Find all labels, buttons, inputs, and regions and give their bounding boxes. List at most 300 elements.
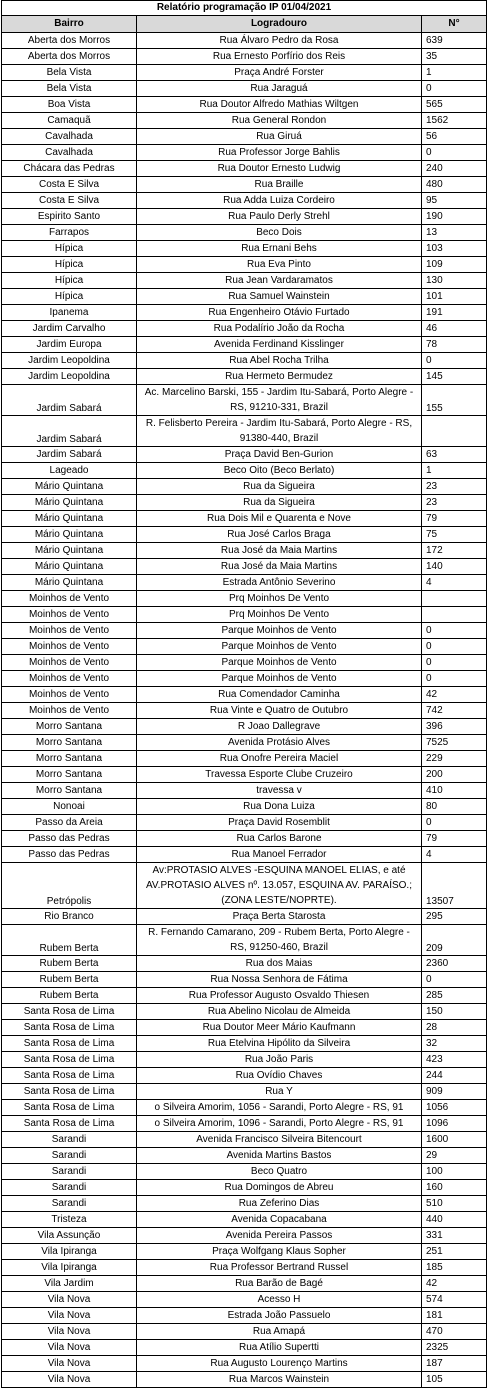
cell-logradouro: Beco Dois bbox=[137, 225, 422, 241]
table-row bbox=[2, 783, 487, 799]
cell-numero: 181 bbox=[422, 1308, 487, 1324]
table-row bbox=[2, 1356, 487, 1372]
cell-logradouro: Rua Augusto Lourenço Martins bbox=[137, 1356, 422, 1372]
cell-numero: 0 bbox=[422, 972, 487, 988]
cell-bairro: Moinhos de Vento bbox=[2, 639, 137, 655]
cell-bairro: Rubem Berta bbox=[2, 925, 137, 956]
cell-logradouro: Rua Paulo Derly Strehl bbox=[137, 209, 422, 225]
cell-logradouro: Avenida Pereira Passos bbox=[137, 1228, 422, 1244]
cell-numero: 150 bbox=[422, 1004, 487, 1020]
table-row bbox=[2, 527, 487, 543]
cell-logradouro: Rua João Paris bbox=[137, 1052, 422, 1068]
cell-bairro: Moinhos de Vento bbox=[2, 703, 137, 719]
cell-numero: 510 bbox=[422, 1196, 487, 1212]
cell-logradouro: Avenida Protásio Alves bbox=[137, 735, 422, 751]
table-row bbox=[2, 559, 487, 575]
report-title-row bbox=[2, 1, 487, 16]
cell-numero: 23 bbox=[422, 495, 487, 511]
cell-bairro: Santa Rosa de Lima bbox=[2, 1084, 137, 1100]
cell-numero: 229 bbox=[422, 751, 487, 767]
report-title: Relatório programação IP 01/04/2021 bbox=[2, 1, 487, 16]
table-row bbox=[2, 177, 487, 193]
cell-numero: 79 bbox=[422, 831, 487, 847]
cell-logradouro: Rua da Sigueira bbox=[137, 479, 422, 495]
table-row bbox=[2, 257, 487, 273]
cell-numero: 109 bbox=[422, 257, 487, 273]
cell-numero: 155 bbox=[422, 385, 487, 416]
table-row bbox=[2, 209, 487, 225]
cell-logradouro: Travessa Esporte Clube Cruzeiro bbox=[137, 767, 422, 783]
table-row bbox=[2, 385, 487, 416]
table-row bbox=[2, 543, 487, 559]
cell-numero: 145 bbox=[422, 369, 487, 385]
cell-bairro: Jardim Europa bbox=[2, 337, 137, 353]
cell-numero: 1600 bbox=[422, 1132, 487, 1148]
cell-logradouro: Rua Podalírio João da Rocha bbox=[137, 321, 422, 337]
table-row bbox=[2, 1196, 487, 1212]
cell-logradouro: Rua José Carlos Braga bbox=[137, 527, 422, 543]
cell-numero: 42 bbox=[422, 687, 487, 703]
header-row bbox=[2, 16, 487, 33]
cell-numero: 75 bbox=[422, 527, 487, 543]
table-row bbox=[2, 909, 487, 925]
table-row bbox=[2, 719, 487, 735]
cell-numero: 185 bbox=[422, 1260, 487, 1276]
table-row bbox=[2, 1164, 487, 1180]
cell-numero: 0 bbox=[422, 655, 487, 671]
cell-bairro: Cavalhada bbox=[2, 129, 137, 145]
cell-bairro: Rubem Berta bbox=[2, 956, 137, 972]
cell-bairro: Jardim Leopoldina bbox=[2, 369, 137, 385]
cell-numero: 0 bbox=[422, 639, 487, 655]
table-row bbox=[2, 575, 487, 591]
cell-bairro: Morro Santana bbox=[2, 719, 137, 735]
table-row bbox=[2, 145, 487, 161]
cell-logradouro: Rua Manoel Ferrador bbox=[137, 847, 422, 863]
cell-logradouro: Acesso H bbox=[137, 1292, 422, 1308]
cell-logradouro: Praça David Rosemblit bbox=[137, 815, 422, 831]
cell-numero: 909 bbox=[422, 1084, 487, 1100]
cell-bairro: Sarandi bbox=[2, 1164, 137, 1180]
cell-logradouro: Avenida Ferdinand Kisslinger bbox=[137, 337, 422, 353]
cell-numero: 46 bbox=[422, 321, 487, 337]
cell-logradouro: Parque Moinhos de Vento bbox=[137, 639, 422, 655]
table-row bbox=[2, 1004, 487, 1020]
table-row bbox=[2, 1180, 487, 1196]
cell-logradouro: Rua Etelvina Hipólito da Silveira bbox=[137, 1036, 422, 1052]
cell-numero: 1056 bbox=[422, 1100, 487, 1116]
cell-logradouro: Rua Comendador Caminha bbox=[137, 687, 422, 703]
cell-logradouro: Rua Jaraguá bbox=[137, 81, 422, 97]
cell-logradouro: Rua Ernesto Porfírio dos Reis bbox=[137, 49, 422, 65]
cell-numero: 0 bbox=[422, 671, 487, 687]
table-row bbox=[2, 321, 487, 337]
cell-bairro: Jardim Leopoldina bbox=[2, 353, 137, 369]
cell-logradouro: Rua Onofre Pereira Maciel bbox=[137, 751, 422, 767]
cell-logradouro: Rua da Sigueira bbox=[137, 495, 422, 511]
table-row bbox=[2, 1244, 487, 1260]
table-row bbox=[2, 241, 487, 257]
cell-logradouro: o Silveira Amorim, 1096 - Sarandi, Porto Alegre - RS, 91 bbox=[137, 1116, 422, 1132]
table-row bbox=[2, 193, 487, 209]
cell-bairro: Vila Assunção bbox=[2, 1228, 137, 1244]
table-row bbox=[2, 956, 487, 972]
cell-bairro: Morro Santana bbox=[2, 783, 137, 799]
table-row bbox=[2, 1068, 487, 1084]
table-row bbox=[2, 988, 487, 1004]
cell-numero: 251 bbox=[422, 1244, 487, 1260]
cell-bairro: Santa Rosa de Lima bbox=[2, 1036, 137, 1052]
cell-bairro: Costa E Silva bbox=[2, 177, 137, 193]
cell-bairro: Farrapos bbox=[2, 225, 137, 241]
cell-numero: 100 bbox=[422, 1164, 487, 1180]
cell-numero: 105 bbox=[422, 1372, 487, 1388]
cell-logradouro: Rua Doutor Ernesto Ludwig bbox=[137, 161, 422, 177]
cell-logradouro: Rua Vinte e Quatro de Outubro bbox=[137, 703, 422, 719]
cell-bairro: Aberta dos Morros bbox=[2, 49, 137, 65]
cell-numero: 0 bbox=[422, 623, 487, 639]
cell-logradouro: Rua Hermeto Bermudez bbox=[137, 369, 422, 385]
table-row bbox=[2, 1132, 487, 1148]
cell-bairro: Santa Rosa de Lima bbox=[2, 1100, 137, 1116]
cell-bairro: Moinhos de Vento bbox=[2, 655, 137, 671]
table-row bbox=[2, 655, 487, 671]
table-row bbox=[2, 161, 487, 177]
cell-logradouro: Parque Moinhos de Vento bbox=[137, 623, 422, 639]
cell-logradouro: o Silveira Amorim, 1056 - Sarandi, Porto Alegre - RS, 91 bbox=[137, 1100, 422, 1116]
cell-logradouro: Parque Moinhos de Vento bbox=[137, 671, 422, 687]
cell-logradouro: Prq Moinhos De Vento bbox=[137, 591, 422, 607]
cell-bairro: Tristeza bbox=[2, 1212, 137, 1228]
cell-bairro: Rubem Berta bbox=[2, 988, 137, 1004]
cell-numero: 0 bbox=[422, 81, 487, 97]
cell-bairro: Vila Nova bbox=[2, 1308, 137, 1324]
cell-numero: 80 bbox=[422, 799, 487, 815]
cell-logradouro: Rua Amapá bbox=[137, 1324, 422, 1340]
cell-numero: 0 bbox=[422, 353, 487, 369]
cell-bairro: Vila Nova bbox=[2, 1372, 137, 1388]
ip-schedule-table bbox=[1, 0, 487, 1388]
cell-bairro: Santa Rosa de Lima bbox=[2, 1020, 137, 1036]
cell-logradouro: Rua Zeferino Dias bbox=[137, 1196, 422, 1212]
cell-logradouro: Rua Nossa Senhora de Fátima bbox=[137, 972, 422, 988]
cell-bairro: Morro Santana bbox=[2, 735, 137, 751]
cell-bairro: Espirito Santo bbox=[2, 209, 137, 225]
column-header-numero: N° bbox=[422, 16, 487, 33]
table-row bbox=[2, 591, 487, 607]
cell-bairro: Moinhos de Vento bbox=[2, 687, 137, 703]
cell-bairro: Bela Vista bbox=[2, 65, 137, 81]
table-row bbox=[2, 863, 487, 909]
cell-logradouro: Ac. Marcelino Barski, 155 - Jardim Itu-Sabará, Porto Alegre - RS, 91210-331, Brazil bbox=[137, 385, 422, 416]
cell-bairro: Jardim Carvalho bbox=[2, 321, 137, 337]
cell-logradouro: Rua José da Maia Martins bbox=[137, 543, 422, 559]
table-row bbox=[2, 289, 487, 305]
cell-logradouro: Rua Ernani Behs bbox=[137, 241, 422, 257]
cell-bairro: Sarandi bbox=[2, 1180, 137, 1196]
cell-bairro: Ipanema bbox=[2, 305, 137, 321]
cell-numero: 639 bbox=[422, 33, 487, 49]
table-row bbox=[2, 97, 487, 113]
cell-bairro: Mário Quintana bbox=[2, 511, 137, 527]
cell-numero: 742 bbox=[422, 703, 487, 719]
table-row bbox=[2, 671, 487, 687]
cell-bairro: Santa Rosa de Lima bbox=[2, 1004, 137, 1020]
cell-numero: 1 bbox=[422, 65, 487, 81]
cell-bairro: Hípica bbox=[2, 273, 137, 289]
cell-numero: 172 bbox=[422, 543, 487, 559]
table-row bbox=[2, 495, 487, 511]
table-row bbox=[2, 369, 487, 385]
table-row bbox=[2, 1324, 487, 1340]
table-row bbox=[2, 972, 487, 988]
table-row bbox=[2, 113, 487, 129]
cell-bairro: Rubem Berta bbox=[2, 972, 137, 988]
cell-logradouro: Rua Braille bbox=[137, 177, 422, 193]
cell-logradouro: Rua General Rondon bbox=[137, 113, 422, 129]
cell-logradouro: Beco Oito (Beco Berlato) bbox=[137, 463, 422, 479]
cell-numero: 13507 bbox=[422, 863, 487, 909]
cell-bairro: Moinhos de Vento bbox=[2, 671, 137, 687]
cell-bairro: Mário Quintana bbox=[2, 479, 137, 495]
cell-logradouro: Rua Professor Jorge Bahlis bbox=[137, 145, 422, 161]
cell-numero: 63 bbox=[422, 447, 487, 463]
table-row bbox=[2, 353, 487, 369]
table-row bbox=[2, 1052, 487, 1068]
table-row bbox=[2, 1276, 487, 1292]
cell-logradouro: Parque Moinhos de Vento bbox=[137, 655, 422, 671]
cell-numero: 4 bbox=[422, 847, 487, 863]
cell-bairro: Sarandi bbox=[2, 1132, 137, 1148]
table-row bbox=[2, 925, 487, 956]
table-row bbox=[2, 511, 487, 527]
cell-numero: 440 bbox=[422, 1212, 487, 1228]
cell-bairro: Vila Nova bbox=[2, 1340, 137, 1356]
column-header-bairro: Bairro bbox=[2, 16, 137, 33]
cell-bairro: Mário Quintana bbox=[2, 559, 137, 575]
table-row bbox=[2, 1116, 487, 1132]
cell-bairro: Vila Jardim bbox=[2, 1276, 137, 1292]
cell-bairro: Santa Rosa de Lima bbox=[2, 1068, 137, 1084]
cell-logradouro: Praça David Ben-Gurion bbox=[137, 447, 422, 463]
cell-bairro: Santa Rosa de Lima bbox=[2, 1052, 137, 1068]
cell-bairro: Sarandi bbox=[2, 1148, 137, 1164]
table-row bbox=[2, 847, 487, 863]
cell-numero: 190 bbox=[422, 209, 487, 225]
cell-numero: 103 bbox=[422, 241, 487, 257]
cell-numero: 28 bbox=[422, 1020, 487, 1036]
cell-logradouro: Rua Eva Pinto bbox=[137, 257, 422, 273]
cell-numero: 191 bbox=[422, 305, 487, 321]
cell-logradouro: Praça André Forster bbox=[137, 65, 422, 81]
cell-bairro: Costa E Silva bbox=[2, 193, 137, 209]
table-row bbox=[2, 49, 487, 65]
cell-logradouro: R. Felisberto Pereira - Jardim Itu-Sabará, Porto Alegre - RS, 91380-440, Brazil bbox=[137, 416, 422, 447]
cell-numero: 0 bbox=[422, 815, 487, 831]
cell-bairro: Chácara das Pedras bbox=[2, 161, 137, 177]
cell-bairro: Mário Quintana bbox=[2, 495, 137, 511]
cell-logradouro: Rua Doutor Meer Mário Kaufmann bbox=[137, 1020, 422, 1036]
table-row bbox=[2, 831, 487, 847]
cell-numero: 1562 bbox=[422, 113, 487, 129]
cell-numero: 565 bbox=[422, 97, 487, 113]
table-row bbox=[2, 703, 487, 719]
cell-logradouro: Rua Dona Luiza bbox=[137, 799, 422, 815]
cell-numero: 2360 bbox=[422, 956, 487, 972]
cell-bairro: Morro Santana bbox=[2, 767, 137, 783]
cell-numero: 79 bbox=[422, 511, 487, 527]
table-row bbox=[2, 1212, 487, 1228]
cell-numero: 13 bbox=[422, 225, 487, 241]
table-row bbox=[2, 639, 487, 655]
table-row bbox=[2, 463, 487, 479]
table-row bbox=[2, 1340, 487, 1356]
cell-bairro: Sarandi bbox=[2, 1196, 137, 1212]
cell-numero: 4 bbox=[422, 575, 487, 591]
cell-numero: 0 bbox=[422, 145, 487, 161]
cell-numero: 32 bbox=[422, 1036, 487, 1052]
cell-bairro: Cavalhada bbox=[2, 145, 137, 161]
cell-numero: 285 bbox=[422, 988, 487, 1004]
table-row bbox=[2, 273, 487, 289]
cell-numero: 160 bbox=[422, 1180, 487, 1196]
cell-logradouro: R. Fernando Camarano, 209 - Rubem Berta, Porto Alegre - RS, 91250-460, Brazil bbox=[137, 925, 422, 956]
cell-logradouro: Praça Wolfgang Klaus Sopher bbox=[137, 1244, 422, 1260]
cell-bairro: Vila Nova bbox=[2, 1292, 137, 1308]
cell-bairro: Boa Vista bbox=[2, 97, 137, 113]
cell-logradouro: Rua Professor Bertrand Russel bbox=[137, 1260, 422, 1276]
cell-numero: 470 bbox=[422, 1324, 487, 1340]
table-row bbox=[2, 305, 487, 321]
table-row bbox=[2, 623, 487, 639]
cell-numero bbox=[422, 416, 487, 447]
cell-logradouro: Rua Engenheiro Otávio Furtado bbox=[137, 305, 422, 321]
cell-numero: 130 bbox=[422, 273, 487, 289]
cell-logradouro: travessa v bbox=[137, 783, 422, 799]
table-row bbox=[2, 767, 487, 783]
cell-bairro: Jardim Sabará bbox=[2, 385, 137, 416]
cell-bairro: Mário Quintana bbox=[2, 575, 137, 591]
cell-numero: 331 bbox=[422, 1228, 487, 1244]
cell-bairro: Hípica bbox=[2, 241, 137, 257]
cell-logradouro: Avenida Francisco Silveira Bitencourt bbox=[137, 1132, 422, 1148]
cell-numero: 244 bbox=[422, 1068, 487, 1084]
table-row bbox=[2, 735, 487, 751]
table-row bbox=[2, 1020, 487, 1036]
cell-logradouro: R Joao Dallegrave bbox=[137, 719, 422, 735]
cell-numero: 209 bbox=[422, 925, 487, 956]
cell-bairro: Aberta dos Morros bbox=[2, 33, 137, 49]
cell-bairro: Petrópolis bbox=[2, 863, 137, 909]
cell-logradouro: Estrada Antônio Severino bbox=[137, 575, 422, 591]
table-row bbox=[2, 65, 487, 81]
table-row bbox=[2, 799, 487, 815]
cell-numero: 240 bbox=[422, 161, 487, 177]
cell-bairro: Nonoai bbox=[2, 799, 137, 815]
cell-bairro: Morro Santana bbox=[2, 751, 137, 767]
table-row bbox=[2, 129, 487, 145]
table-row bbox=[2, 1372, 487, 1388]
cell-numero: 29 bbox=[422, 1148, 487, 1164]
cell-numero: 187 bbox=[422, 1356, 487, 1372]
cell-logradouro: Beco Quatro bbox=[137, 1164, 422, 1180]
cell-bairro: Moinhos de Vento bbox=[2, 607, 137, 623]
cell-logradouro: Rua Samuel Wainstein bbox=[137, 289, 422, 305]
cell-logradouro: Estrada João Passuelo bbox=[137, 1308, 422, 1324]
cell-bairro: Moinhos de Vento bbox=[2, 591, 137, 607]
cell-bairro: Hípica bbox=[2, 289, 137, 305]
table-row bbox=[2, 607, 487, 623]
cell-logradouro: Rua Professor Augusto Osvaldo Thiesen bbox=[137, 988, 422, 1004]
cell-logradouro: Rua Álvaro Pedro da Rosa bbox=[137, 33, 422, 49]
table-row bbox=[2, 751, 487, 767]
cell-bairro: Jardim Sabará bbox=[2, 447, 137, 463]
cell-logradouro: Avenida Copacabana bbox=[137, 1212, 422, 1228]
table-row bbox=[2, 1260, 487, 1276]
cell-bairro: Mário Quintana bbox=[2, 543, 137, 559]
table-row bbox=[2, 1100, 487, 1116]
cell-numero: 2325 bbox=[422, 1340, 487, 1356]
cell-bairro: Passo das Pedras bbox=[2, 831, 137, 847]
cell-numero: 1096 bbox=[422, 1116, 487, 1132]
table-row bbox=[2, 687, 487, 703]
table-row bbox=[2, 1036, 487, 1052]
table-row bbox=[2, 1084, 487, 1100]
cell-bairro: Vila Ipiranga bbox=[2, 1244, 137, 1260]
cell-logradouro: Rua José da Maia Martins bbox=[137, 559, 422, 575]
cell-numero: 23 bbox=[422, 479, 487, 495]
table-row bbox=[2, 416, 487, 447]
cell-bairro: Moinhos de Vento bbox=[2, 623, 137, 639]
cell-logradouro: Rua Atílio Supertti bbox=[137, 1340, 422, 1356]
cell-bairro: Jardim Sabará bbox=[2, 416, 137, 447]
cell-numero: 95 bbox=[422, 193, 487, 209]
cell-numero: 35 bbox=[422, 49, 487, 65]
cell-bairro: Vila Nova bbox=[2, 1356, 137, 1372]
cell-logradouro: Prq Moinhos De Vento bbox=[137, 607, 422, 623]
cell-bairro: Mário Quintana bbox=[2, 527, 137, 543]
cell-numero: 574 bbox=[422, 1292, 487, 1308]
cell-logradouro: Avenida Martins Bastos bbox=[137, 1148, 422, 1164]
cell-logradouro: Rua dos Maias bbox=[137, 956, 422, 972]
cell-bairro: Passo das Pedras bbox=[2, 847, 137, 863]
table-row bbox=[2, 1308, 487, 1324]
table-row bbox=[2, 337, 487, 353]
cell-numero bbox=[422, 591, 487, 607]
table-row bbox=[2, 1148, 487, 1164]
cell-bairro: Lageado bbox=[2, 463, 137, 479]
cell-numero: 423 bbox=[422, 1052, 487, 1068]
cell-numero: 396 bbox=[422, 719, 487, 735]
cell-logradouro: Rua Domingos de Abreu bbox=[137, 1180, 422, 1196]
table-row bbox=[2, 81, 487, 97]
cell-bairro: Hípica bbox=[2, 257, 137, 273]
column-header-logradouro: Logradouro bbox=[137, 16, 422, 33]
cell-bairro: Santa Rosa de Lima bbox=[2, 1116, 137, 1132]
cell-logradouro: Rua Giruá bbox=[137, 129, 422, 145]
cell-logradouro: Av:PROTASIO ALVES -ESQUINA MANOEL ELIAS, e até AV.PROTASIO ALVES nº. 13.057, ESQUINA AV. PARAÍSO.; (ZONA LESTE/NOPRTE). bbox=[137, 863, 422, 909]
table-row bbox=[2, 1228, 487, 1244]
cell-logradouro: Rua Adda Luiza Cordeiro bbox=[137, 193, 422, 209]
cell-logradouro: Rua Doutor Alfredo Mathias Wiltgen bbox=[137, 97, 422, 113]
cell-logradouro: Rua Carlos Barone bbox=[137, 831, 422, 847]
cell-logradouro: Rua Ovídio Chaves bbox=[137, 1068, 422, 1084]
cell-numero: 295 bbox=[422, 909, 487, 925]
table-row bbox=[2, 815, 487, 831]
cell-logradouro: Rua Jean Vardaramatos bbox=[137, 273, 422, 289]
cell-bairro: Bela Vista bbox=[2, 81, 137, 97]
cell-logradouro: Rua Abel Rocha Trilha bbox=[137, 353, 422, 369]
